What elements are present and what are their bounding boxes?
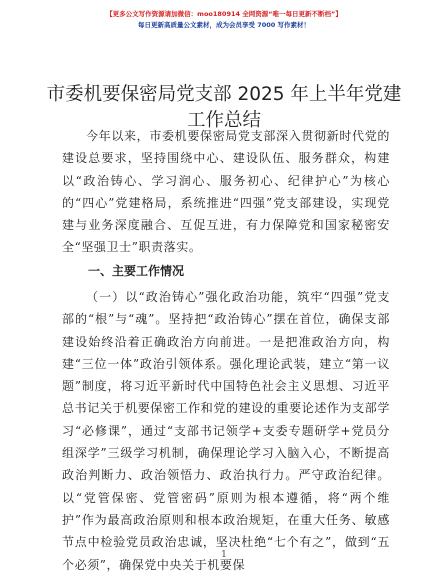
promo-banner-line2: 每日更新高质量公文素材，成为会员享受 7000 写作素材！ [137, 21, 311, 29]
section-paragraph [62, 286, 390, 576]
page-number: 1 [221, 550, 227, 560]
paragraph-body: 坚持把“政治铸心”摆在首位，确保支部建设始终沿着正确政治方向前进。一是把准政治方向，构建“三位一体”政治引领体系。强化理论武装，建立“第一议题”制度，将习近平新时代中国特色社会主义思想、习近平总书记关于机要保密工作和党的建设的重要论述作为支部学习“必修课”，通过“支部书记领学+支委专题研学+党员分组深学”三级学习机制，确保理论学习入脑入心，不断提高政治判断力、政治领悟力、政治执行力。严守政治纪律。以“党管保密、党管密码”原则为根本遵循，将“两个维护”作为最高政治原则和根本政治规矩，在重大任务、敏感节点中检验党员政治忠诚，坚决杜绝“七个有之”，做到“五个必须”，确保党中央关于机要保 [62, 312, 390, 572]
document-title: 市委机要保密局党支部 2025 年上半年党建工作总结 [46, 84, 402, 131]
section-heading: 一、主要工作情况 [88, 264, 185, 278]
paragraph-lead: （一）以“政治铸心”强化政治功能，筑牢“四强”党支部的“根”与“魂”。 [62, 290, 390, 327]
promo-banner-line1: 【更多公文写作资源请加微信：moo180914 全网资源“唯一每日更新不断档”】 [106, 10, 342, 18]
intro-paragraph: 今年以来，市委机要保密局党支部深入贯彻新时代党的建设总要求，坚持围绕中心、建设队伍、服务群众，构建以“政治铸心、学习润心、服务初心、纪律护心”为核心的“四心”党建格局，系统推进“四强”党支部建设，实现党建与业务深度融合、互促互进，有力保障党和国家秘密安全“坚强卫士”职责落实。 [62, 129, 390, 255]
